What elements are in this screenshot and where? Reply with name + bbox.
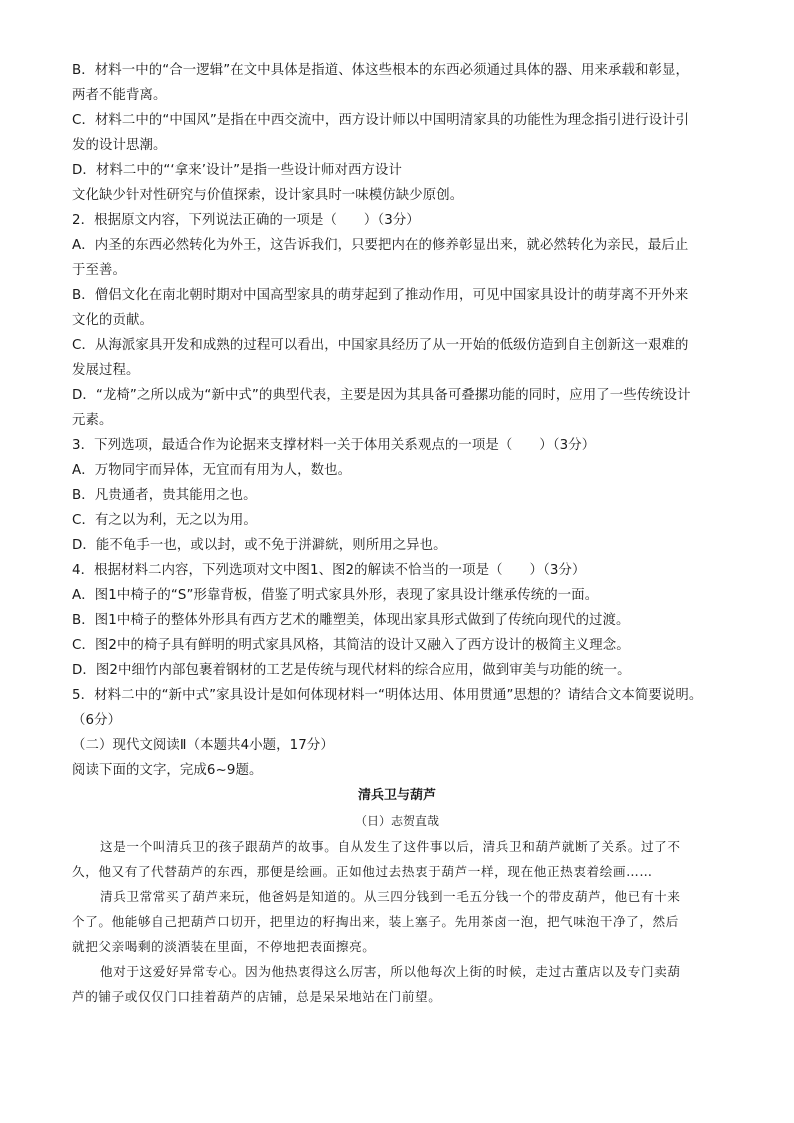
option-c-line-2: 发的设计思潮。: [72, 138, 167, 153]
option-b-line-2: 两者不能背离。: [72, 88, 167, 103]
story-paragraph-2-line-3: 就把父亲喝剩的淡酒装在里面，不停地把表面擦亮。: [72, 939, 376, 954]
section-instruction: 阅读下面的文字，完成6~9题。: [72, 763, 263, 778]
q2-option-d-line-2: 元素。: [72, 413, 113, 428]
q4-option-c: C．图2中的椅子具有鲜明的明式家具风格，其简洁的设计又融入了西方设计的极简主义理念。: [72, 638, 630, 653]
section-heading: （二）现代文阅读Ⅱ（本题共4小题，17分）: [72, 738, 334, 753]
q2-option-d-line-1: D．“龙椅”之所以成为“新中式”的典型代表，主要是因为其具备可叠摞功能的同时，应用了一些传统设计: [72, 388, 691, 403]
option-d-line-2: 文化缺少针对性研究与价值探索，设计家具时一味模仿缺少原创。: [72, 188, 464, 203]
story-byline: （日）志贺直哉: [354, 814, 439, 828]
q2-option-c-line-2: 发展过程。: [72, 363, 140, 378]
story-title: 清兵卫与葫芦: [357, 788, 436, 803]
option-b-line-1: B．材料一中的“合一逻辑”在文中具体是指道、体这些根本的东西必须通过具体的器、用来承载和彰显，: [72, 63, 689, 78]
q2-option-a-line-1: A．内圣的东西必然转化为外王，这告诉我们，只要把内在的修养彰显出来，就必然转化为亲民，最后止: [72, 238, 689, 253]
question-4: 4．根据材料二内容，下列选项对文中图1、图2的解读不恰当的一项是（ ）（3分）: [72, 563, 586, 578]
q4-option-b: B．图1中椅子的整体外形具有西方艺术的雕塑美，体现出家具形式做到了传统向现代的过渡。: [72, 613, 630, 628]
question-3: 3．下列选项，最适合作为论据来支撑材料一关于体用关系观点的一项是（ ）（3分）: [72, 438, 596, 453]
story-paragraph-3-line-1: 他对于这爱好异常专心。因为他热衷得这么厉害，所以他每次上街的时候，走过古董店以及专门卖葫: [100, 964, 681, 979]
question-2: 2．根据原文内容，下列说法正确的一项是（ ）（3分）: [72, 213, 420, 228]
story-paragraph-1-line-1: 这是一个叫清兵卫的孩子跟葫芦的故事。自从发生了这件事以后，清兵卫和葫芦就断了关系。过了不: [100, 839, 681, 854]
q4-option-d: D．图2中细竹内部包裹着钢材的工艺是传统与现代材料的综合应用，做到审美与功能的统一。: [72, 663, 631, 678]
story-paragraph-1-line-2: 久，他又有了代替葫芦的东西，那便是绘画。正如他过去热衷于葫芦一样，现在他正热衷着绘画……: [72, 864, 653, 879]
option-d-line-1: D．材料二中的“‘拿来’设计”是指一些设计师对西方设计: [72, 163, 402, 178]
q3-option-a: A．万物同宇而异体，无宜而有用为人，数也。: [72, 463, 352, 478]
q4-option-a: A．图1中椅子的“S”形靠背板，借鉴了明式家具外形，表现了家具设计继承传统的一面。: [72, 588, 599, 603]
q2-option-b-line-2: 文化的贡献。: [72, 313, 153, 328]
question-5-line-2: （6分）: [72, 713, 122, 728]
q2-option-c-line-1: C．从海派家具开发和成熟的过程可以看出，中国家具经历了从一开始的低级仿造到自主创新这一艰难的: [72, 338, 689, 353]
q3-option-c: C．有之以为利，无之以为用。: [72, 513, 257, 528]
question-5-line-1: 5．材料二中的“新中式”家具设计是如何体现材料一“明体达用、体用贯通”思想的？请结合文本简要说明。: [72, 688, 703, 703]
option-c-line-1: C．材料二中的“中国风”是指在中西交流中，西方设计师以中国明清家具的功能性为理念指引进行设计引: [72, 113, 690, 128]
q3-option-b: B．凡贵通者，贵其能用之也。: [72, 488, 257, 503]
story-paragraph-2-line-1: 清兵卫常常买了葫芦来玩，他爸妈是知道的。从三四分钱到一毛五分钱一个的带皮葫芦，他已有十来: [100, 889, 681, 904]
q2-option-a-line-2: 于至善。: [72, 263, 126, 278]
q2-option-b-line-1: B．僧侣文化在南北朝时期对中国高型家具的萌芽起到了推动作用，可见中国家具设计的萌芽离不开外来: [72, 288, 689, 303]
q3-option-d: D．能不龟手一也，或以封，或不免于洴澼絖，则所用之异也。: [72, 538, 447, 553]
story-paragraph-2-line-2: 个了。他能够自己把葫芦口切开，把里边的籽掏出来，装上塞子。先用茶卤一泡，把气味泡干净了，然后: [72, 914, 679, 929]
story-paragraph-3-line-2: 芦的铺子或仅仅门口挂着葫芦的店铺，总是呆呆地站在门前望。: [72, 989, 442, 1004]
